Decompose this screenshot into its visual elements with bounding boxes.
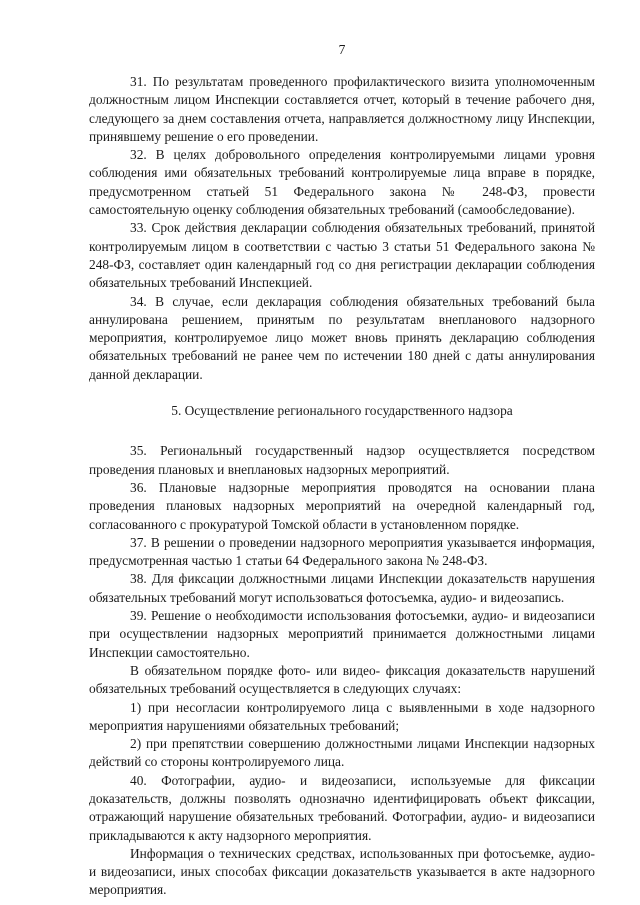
list-item-case-1: 1) при несогласии контролируемого лица с выявленными в ходе надзорного мероприятия нарушениями обязательных требований;: [89, 699, 595, 733]
paragraph-35: 35. Региональный государственный надзор осуществляется посредством проведения плановых и внеплановых надзорных мероприятий.: [89, 443, 595, 477]
paragraph-31: 31. По результатам проведенного профилактического визита уполномоченным должностным лицом Инспекции составляется отчет, который в течение рабочего дня, следующего за днем составления отчета, направляется должностному лицу Инспекции, принявшему решение о его проведении.: [89, 74, 595, 144]
paragraph-33: 33. Срок действия декларации соблюдения обязательных требований, принятой контролируемым лицом в соответствии с частью 3 статьи 51 Федерального закона № 248-ФЗ, составляет один календарный год со дня регистрации декларации соблюдения обязательных требований Инспекцией.: [89, 220, 595, 291]
paragraph-32: 32. В целях добровольного определения контролируемыми лицами уровня соблюдения ими обязательных требований контролируемые лица вправе в порядке, предусмотренном статьей 51 Федерального закона № 248-ФЗ, провести самостоятельную оценку соблюдения обязательных требований (самообследование).: [89, 147, 595, 218]
paragraph-40-technical-info: Информация о технических средствах, использованных при фотосъемке, аудио- и видеозаписи, иных способах фиксации доказательств указывается в акте надзорного мероприятия.: [89, 845, 595, 898]
list-item-case-2: 2) при препятствии совершению должностными лицами Инспекции надзорных действий со стороны контролируемого лица.: [89, 736, 595, 770]
document-body: [89, 73, 595, 900]
paragraph-39-mandatory-cases: В обязательном порядке фото- или видео- фиксация доказательств нарушений обязательных требований осуществляется в следующих случаях:: [89, 662, 595, 697]
section-heading: 5. Осуществление регионального государственного надзора: [171, 403, 513, 419]
paragraph-37: 37. В решении о проведении надзорного мероприятия указывается информация, предусмотренная частью 1 статьи 64 Федерального закона № 248-ФЗ.: [89, 534, 595, 569]
paragraph-34: 34. В случае, если декларация соблюдения обязательных требований была аннулирована решением, принятым по результатам внепланового надзорного мероприятия, контролируемое лицо может вновь принять декларацию соблюдения обязательных требований не ранее чем по истечении 180 дней с даты аннулирования данной декларации.: [89, 293, 595, 382]
paragraph-38: 38. Для фиксации должностными лицами Инспекции доказательств нарушения обязательных требований могут использоваться фотосъемка, аудио- и видеозапись.: [89, 571, 595, 605]
paragraph-40: 40. Фотографии, аудио- и видеозаписи, используемые для фиксации доказательств, должны позволять однозначно идентифицировать объект фиксации, отражающий нарушение обязательных требований. Фотографии, аудио- и видеозаписи прикладываются к акту надзорного мероприятия.: [89, 772, 595, 843]
page-number: 7: [338, 42, 346, 57]
paragraph-39: 39. Решение о необходимости использования фотосъемки, аудио- и видеозаписи при осуществлении надзорных мероприятий принимается должностными лицами Инспекции самостоятельно.: [89, 608, 595, 660]
paragraph-36: 36. Плановые надзорные мероприятия проводятся на основании плана проведения плановых надзорных мероприятий на очередной календарный год, согласованного с прокуратурой Томской области в установленном порядке.: [89, 479, 595, 532]
